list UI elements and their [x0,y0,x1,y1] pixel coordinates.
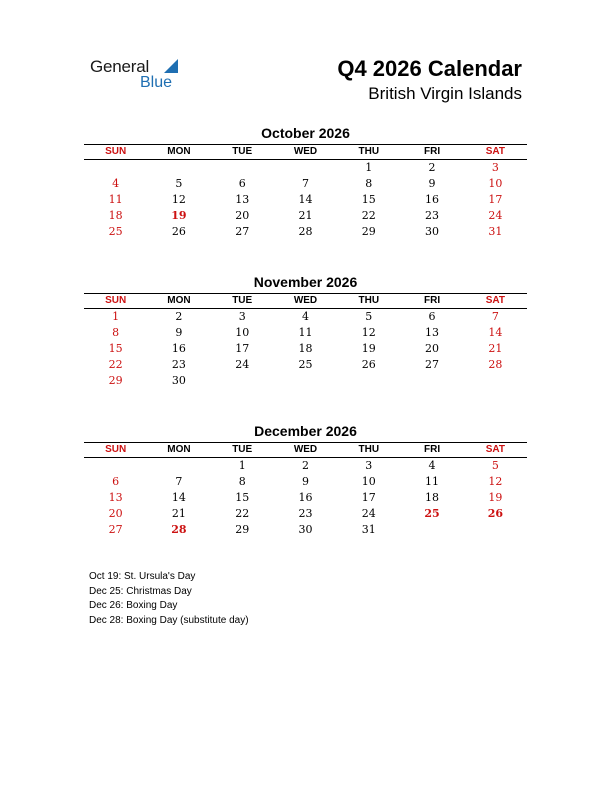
day-cell: 14 [298,193,313,206]
day-cell: 14 [171,491,186,504]
day-cell: 19 [171,209,187,222]
weekday-header: THU [337,145,400,160]
empty-cell [400,373,463,389]
day-cell: 8 [365,177,373,190]
month-grid [84,144,527,240]
week-row [84,506,527,522]
day-cell: 11 [298,326,313,339]
day-cell: 29 [235,523,250,536]
day-cell: 6 [428,310,436,323]
day-cell: 10 [488,177,503,190]
day-cell: 17 [361,491,376,504]
day-cell: 3 [491,161,499,174]
day-cell: 28 [298,225,313,238]
week-row [84,522,527,538]
day-cell: 9 [175,326,183,339]
day-cell: 18 [108,209,123,222]
weekday-header: FRI [400,145,463,160]
week-row [84,208,527,224]
day-cell: 16 [171,342,186,355]
day-cell: 12 [488,475,503,488]
weekday-header: WED [274,294,337,309]
week-row [84,309,527,326]
day-cell: 2 [428,161,436,174]
weekday-header: SAT [464,443,527,458]
day-cell: 8 [238,475,246,488]
day-cell: 24 [488,209,503,222]
holiday-list [89,570,249,628]
day-cell: 19 [488,491,503,504]
day-cell: 26 [171,225,186,238]
weekday-header: THU [337,294,400,309]
day-cell: 4 [301,310,309,323]
month-title: October 2026 [261,125,350,141]
week-row [84,458,527,475]
month-calendar [84,273,527,389]
day-cell: 16 [298,491,313,504]
day-cell: 31 [488,225,503,238]
day-cell: 10 [235,326,250,339]
day-cell: 13 [235,193,250,206]
week-row [84,357,527,373]
empty-cell [274,160,337,177]
day-cell: 6 [112,475,120,488]
day-cell: 25 [108,225,123,238]
week-row [84,160,527,177]
weekday-header: THU [337,443,400,458]
month-grid [84,293,527,389]
weekday-header: SUN [84,145,147,160]
day-cell: 30 [171,374,186,387]
day-cell: 19 [361,342,376,355]
day-cell: 30 [298,523,313,536]
week-row [84,224,527,240]
day-cell: 20 [108,507,123,520]
day-cell: 21 [488,342,503,355]
day-cell: 7 [491,310,499,323]
month-grid [84,442,527,538]
logo-triangle-icon [164,59,178,73]
day-cell: 26 [487,507,503,520]
day-cell: 9 [428,177,436,190]
empty-cell [147,160,210,177]
day-cell: 13 [108,491,123,504]
month-title: December 2026 [254,423,357,439]
logo-text-general: General [90,57,150,76]
day-cell: 22 [361,209,376,222]
day-cell: 27 [425,358,440,371]
month-title: November 2026 [253,274,358,290]
empty-cell [274,373,337,389]
day-cell: 24 [361,507,376,520]
holiday-item: Dec 28: Boxing Day (substitute day) [89,614,249,626]
day-cell: 7 [301,177,309,190]
empty-cell [211,373,274,389]
empty-cell [84,458,147,475]
holiday-item: Dec 26: Boxing Day [89,600,178,611]
weekday-header: TUE [211,145,274,160]
weekday-header: TUE [211,294,274,309]
day-cell: 23 [171,358,186,371]
day-cell: 9 [301,475,309,488]
weekday-header: TUE [211,443,274,458]
empty-cell [337,373,400,389]
day-cell: 27 [108,523,123,536]
day-cell: 29 [361,225,376,238]
day-cell: 24 [235,358,250,371]
day-cell: 1 [365,161,373,174]
day-cell: 31 [361,523,376,536]
day-cell: 2 [175,310,183,323]
weekday-header: SAT [464,145,527,160]
holiday-item: Oct 19: St. Ursula's Day [89,571,196,582]
weekday-header: SAT [464,294,527,309]
logo [90,57,190,93]
logo-text-blue: Blue [140,74,173,91]
empty-cell [211,160,274,177]
day-cell: 4 [112,177,120,190]
page-title: Q4 2026 Calendar [337,56,522,81]
day-cell: 21 [298,209,313,222]
day-cell: 16 [425,193,440,206]
holiday-item: Dec 25: Christmas Day [89,585,192,597]
day-cell: 28 [488,358,503,371]
empty-cell [84,160,147,177]
weekday-header: FRI [400,294,463,309]
day-cell: 28 [171,523,187,536]
week-row [84,373,527,389]
weekday-header: MON [147,294,210,309]
day-cell: 12 [171,193,186,206]
week-row [84,176,527,192]
day-cell: 30 [425,225,440,238]
weekday-header: FRI [400,443,463,458]
day-cell: 10 [361,475,376,488]
weekday-header: SUN [84,443,147,458]
day-cell: 25 [298,358,313,371]
week-row [84,325,527,341]
day-cell: 29 [108,374,123,387]
day-cell: 5 [175,177,183,190]
day-cell: 18 [298,342,313,355]
day-cell: 23 [425,209,440,222]
day-cell: 17 [235,342,250,355]
week-row [84,490,527,506]
week-row [84,192,527,208]
weekday-header: WED [274,443,337,458]
day-cell: 3 [238,310,246,323]
day-cell: 11 [108,193,123,206]
day-cell: 27 [235,225,250,238]
day-cell: 22 [235,507,250,520]
day-cell: 15 [108,342,123,355]
weekday-header: WED [274,145,337,160]
day-cell: 12 [361,326,376,339]
day-cell: 1 [112,310,120,323]
empty-cell [464,522,527,538]
day-cell: 18 [425,491,440,504]
day-cell: 4 [428,459,436,472]
day-cell: 11 [425,475,440,488]
day-cell: 21 [171,507,186,520]
day-cell: 7 [175,475,183,488]
day-cell: 8 [112,326,120,339]
empty-cell [147,458,210,475]
day-cell: 17 [488,193,503,206]
day-cell: 14 [488,326,503,339]
day-cell: 26 [361,358,376,371]
day-cell: 3 [365,459,373,472]
month-calendar [84,124,527,240]
day-cell: 1 [238,459,246,472]
day-cell: 25 [424,507,440,520]
day-cell: 22 [108,358,123,371]
page-subtitle: British Virgin Islands [368,84,522,103]
empty-cell [464,373,527,389]
day-cell: 20 [425,342,440,355]
empty-cell [400,522,463,538]
weekday-header: MON [147,443,210,458]
weekday-header: SUN [84,294,147,309]
week-row [84,341,527,357]
day-cell: 15 [361,193,376,206]
weekday-header: MON [147,145,210,160]
day-cell: 20 [235,209,250,222]
day-cell: 6 [238,177,246,190]
day-cell: 5 [365,310,373,323]
day-cell: 23 [298,507,313,520]
day-cell: 5 [491,459,499,472]
month-calendar [84,422,527,538]
day-cell: 15 [235,491,250,504]
day-cell: 2 [301,459,309,472]
day-cell: 13 [425,326,440,339]
week-row [84,474,527,490]
